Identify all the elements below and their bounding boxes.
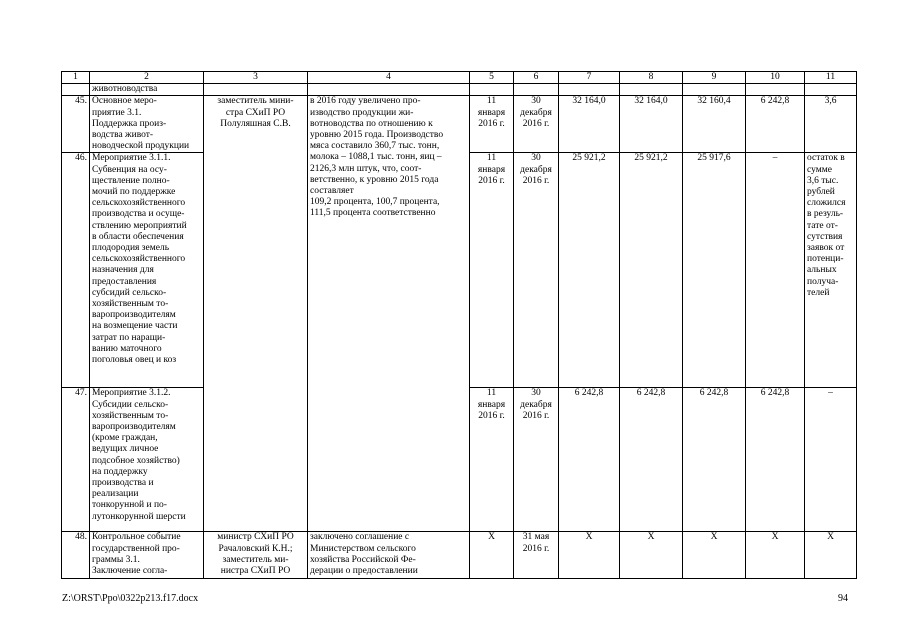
value-col11: Х (805, 532, 857, 579)
value-col11: – (805, 388, 857, 532)
value-col10: – (746, 153, 805, 388)
value-col9: 25 917,6 (683, 153, 746, 388)
document-page (61, 71, 856, 579)
start-date: 11 января 2016 г. (470, 388, 514, 532)
table-row (62, 532, 857, 579)
start-date: Х (470, 532, 514, 579)
start-date: 11 января 2016 г. (470, 96, 514, 153)
row-number: 45. (62, 96, 90, 153)
row-number: 46. (62, 153, 90, 388)
value-col7: 6 242,8 (559, 388, 620, 532)
section-continuation-row (62, 84, 857, 96)
value-col11: остаток в сумме 3,6 тыс. рублей сложился в резуль- тате от- сутствия заявок от потенци- альных получа- телей (805, 153, 857, 388)
value-col8: 25 921,2 (620, 153, 683, 388)
end-date: 30 декабря 2016 г. (514, 388, 559, 532)
col-header-4: 4 (308, 72, 470, 84)
column-number-row (62, 72, 857, 84)
col-header-7: 7 (559, 72, 620, 84)
value-col8: 32 164,0 (620, 96, 683, 153)
row-number: 47. (62, 388, 90, 532)
result-description: в 2016 году увеличено про- изводство продукции жи- вотноводства по отношению к уровню 2015 года. Производство мяса составило 360,7 тыс. тонн, молока – 1088,1 тыс. тонн, яиц – 2126,3 млн штук, что, соот- ветственно, к уровню 2015 года составляет 109,2 процента, 100,7 процента, 111,5 процента соответственно (308, 96, 470, 532)
col-header-11: 11 (805, 72, 857, 84)
value-col8: Х (620, 532, 683, 579)
start-date: 11 января 2016 г. (470, 153, 514, 388)
measure-name: Основное меро- приятие 3.1. Поддержка произ- водства живот- новодческой продукции (90, 96, 204, 153)
col-header-9: 9 (683, 72, 746, 84)
col-header-10: 10 (746, 72, 805, 84)
result-description: заключено соглашение с Министерством сельского хозяйства Российской Фе- дерации о предоставлении (308, 532, 470, 579)
value-col7: Х (559, 532, 620, 579)
end-date: 31 мая 2016 г. (514, 532, 559, 579)
measure-name: Контрольное событие государственной про- граммы 3.1. Заключение согла- (90, 532, 204, 579)
col-header-8: 8 (620, 72, 683, 84)
value-col10: Х (746, 532, 805, 579)
value-col9: 32 160,4 (683, 96, 746, 153)
value-col9: Х (683, 532, 746, 579)
col-header-3: 3 (204, 72, 308, 84)
col-header-5: 5 (470, 72, 514, 84)
col-header-2: 2 (90, 72, 204, 84)
end-date: 30 декабря 2016 г. (514, 153, 559, 388)
value-col10: 6 242,8 (746, 96, 805, 153)
col-header-6: 6 (514, 72, 559, 84)
value-col11: 3,6 (805, 96, 857, 153)
value-col9: 6 242,8 (683, 388, 746, 532)
responsible-person: министр СХиП РО Рачаловский К.Н.; заместитель ми- нистра СХиП РО (204, 532, 308, 579)
file-path-footer: Z:\ORST\Ppo\0322p213.f17.docx (62, 593, 199, 604)
value-col8: 6 242,8 (620, 388, 683, 532)
measure-name: Мероприятие 3.1.1. Субвенция на осу- ществление полно- мочий по поддержке сельскохозяйственного производства и осуще- ствлению мероприятий в области обеспечения плодородия земель сельскохозяйственного назначения для предоставления субсидий сельско- хозяйственным то- варопроизводителям на возмещение части затрат по наращи- ванию маточного поголовья овец и коз (90, 153, 204, 388)
responsible-person: заместитель мини- стра СХиП РО Полуляшная С.В. (204, 96, 308, 532)
page-number: 94 (838, 593, 848, 604)
value-col7: 25 921,2 (559, 153, 620, 388)
end-date: 30 декабря 2016 г. (514, 96, 559, 153)
section-label: животноводства (90, 84, 204, 96)
col-header-1: 1 (62, 72, 90, 84)
report-table (61, 71, 857, 579)
row-number: 48. (62, 532, 90, 579)
value-col7: 32 164,0 (559, 96, 620, 153)
table-row (62, 96, 857, 153)
measure-name: Мероприятие 3.1.2. Субсидии сельско- хозяйственным то- варопроизводителям (кроме граждан, ведущих личное подсобное хозяйство) на поддержку производства и реализации тонкорунной и по- лутонкорунной шерсти (90, 388, 204, 532)
value-col10: 6 242,8 (746, 388, 805, 532)
